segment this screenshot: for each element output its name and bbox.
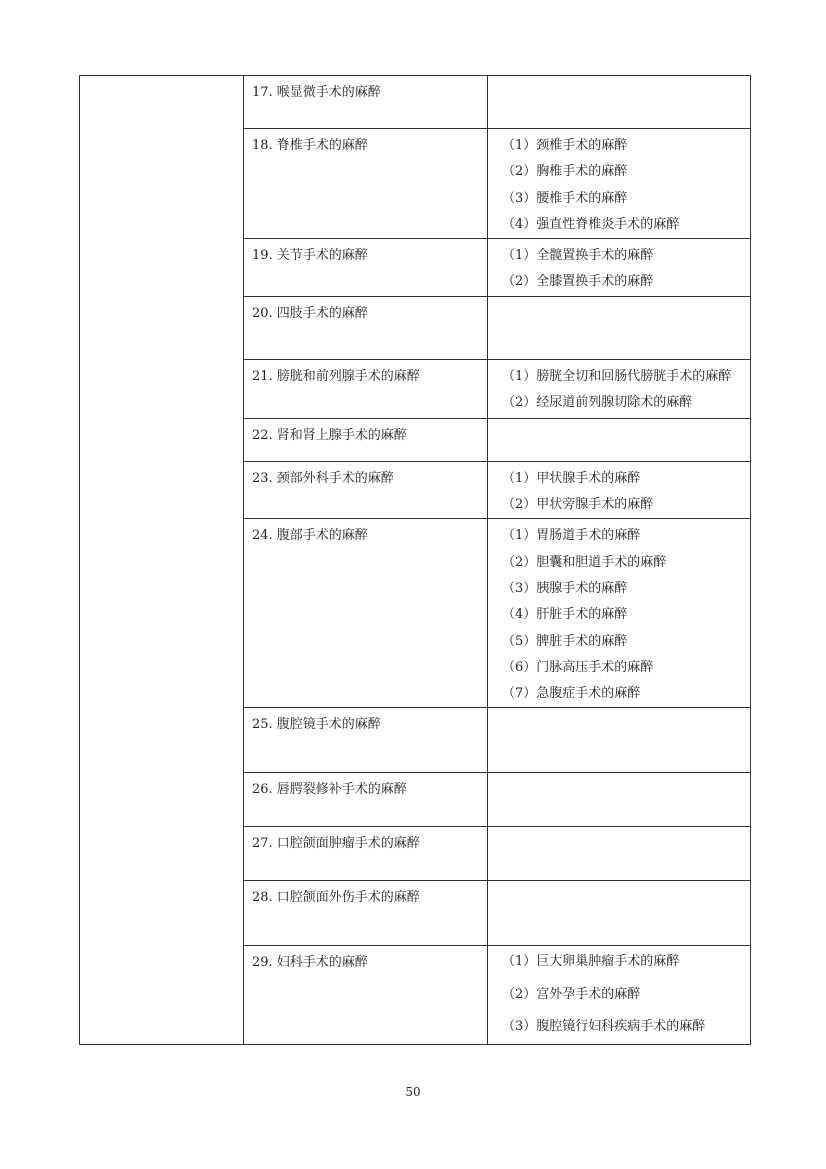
topic-text: 19. 关节手术的麻醉	[252, 248, 368, 264]
topic-text: 20. 四肢手术的麻醉	[252, 305, 368, 321]
subtopic-cell	[488, 946, 751, 1045]
page-number: 50	[405, 1085, 421, 1099]
topic-text: 18. 脊椎手术的麻醉	[252, 138, 368, 153]
subtopic-item: （1）胃肠道手术的麻醉	[502, 528, 641, 544]
topic-text: 23. 颈部外科手术的麻醉	[252, 470, 394, 486]
subtopic-cell	[488, 359, 751, 418]
topic-text: 17. 喉显微手术的麻醉	[252, 85, 381, 100]
topic-cell	[244, 418, 488, 461]
topic-text: 26. 唇腭裂修补手术的麻醉	[252, 782, 407, 798]
topic-text: 24. 腹部手术的麻醉	[252, 528, 368, 544]
subtopic-cell	[488, 239, 751, 297]
topic-cell	[244, 461, 488, 519]
subtopic-cell	[488, 76, 751, 129]
subtopic-item: （5）脾脏手术的麻醉	[502, 633, 628, 649]
subtopic-cell	[488, 708, 751, 773]
topic-text: 27. 口腔颌面肿瘤手术的麻醉	[252, 836, 420, 852]
subtopic-item: （2）全膝置换手术的麻醉	[502, 274, 654, 290]
subtopic-cell	[488, 418, 751, 461]
subtopic-cell	[488, 461, 751, 519]
subtopic-item: （4）强直性脊椎炎手术的麻醉	[502, 216, 680, 232]
subtopic-item: （2）胸椎手术的麻醉	[502, 164, 628, 180]
subtopic-item: （1）颈椎手术的麻醉	[502, 138, 628, 153]
subtopic-item: （6）门脉高压手术的麻醉	[502, 659, 654, 675]
subtopic-item: （7）急腹症手术的麻醉	[502, 686, 641, 702]
subtopic-item: （2）甲状旁腺手术的麻醉	[502, 497, 654, 513]
subtopic-cell	[488, 129, 751, 239]
subtopic-item: （3）胰腺手术的麻醉	[502, 580, 628, 596]
topic-cell	[244, 76, 488, 129]
topic-cell	[244, 773, 488, 827]
subtopic-item: （4）肝脏手术的麻醉	[502, 607, 628, 623]
topic-cell	[244, 881, 488, 946]
subtopic-item: （2）宫外孕手术的麻醉	[502, 986, 641, 1002]
subtopic-cell	[488, 827, 751, 881]
topic-text: 29. 妇科手术的麻醉	[252, 955, 368, 971]
topic-cell	[244, 239, 488, 297]
category-cell	[80, 76, 244, 1045]
subtopic-item: （3）腹腔镜行妇科疾病手术的麻醉	[502, 1019, 706, 1035]
topic-cell	[244, 946, 488, 1045]
subtopic-item: （1）膀胱全切和回肠代膀胱手术的麻醉	[502, 368, 732, 384]
table-row	[80, 76, 751, 129]
subtopic-item: （1）巨大卵巢肿瘤手术的麻醉	[502, 954, 680, 970]
subtopic-cell	[488, 773, 751, 827]
topic-cell	[244, 359, 488, 418]
curriculum-table	[79, 75, 751, 1045]
topic-text: 22. 肾和肾上腺手术的麻醉	[252, 427, 407, 443]
subtopic-cell	[488, 881, 751, 946]
subtopic-cell	[488, 519, 751, 708]
subtopic-item: （3）腰椎手术的麻醉	[502, 190, 628, 206]
subtopic-cell	[488, 296, 751, 359]
topic-cell	[244, 708, 488, 773]
topic-text: 25. 腹腔镜手术的麻醉	[252, 717, 381, 733]
topic-cell	[244, 519, 488, 708]
subtopic-item: （2）经尿道前列腺切除术的麻醉	[502, 395, 693, 411]
topic-text: 21. 膀胱和前列腺手术的麻醉	[252, 368, 420, 384]
topic-cell	[244, 296, 488, 359]
topic-cell	[244, 129, 488, 239]
topic-text: 28. 口腔颌面外伤手术的麻醉	[252, 890, 420, 906]
subtopic-item: （2）胆囊和胆道手术的麻醉	[502, 554, 667, 570]
topic-cell	[244, 827, 488, 881]
subtopic-item: （1）全髋置换手术的麻醉	[502, 248, 654, 264]
subtopic-item: （1）甲状腺手术的麻醉	[502, 470, 641, 486]
